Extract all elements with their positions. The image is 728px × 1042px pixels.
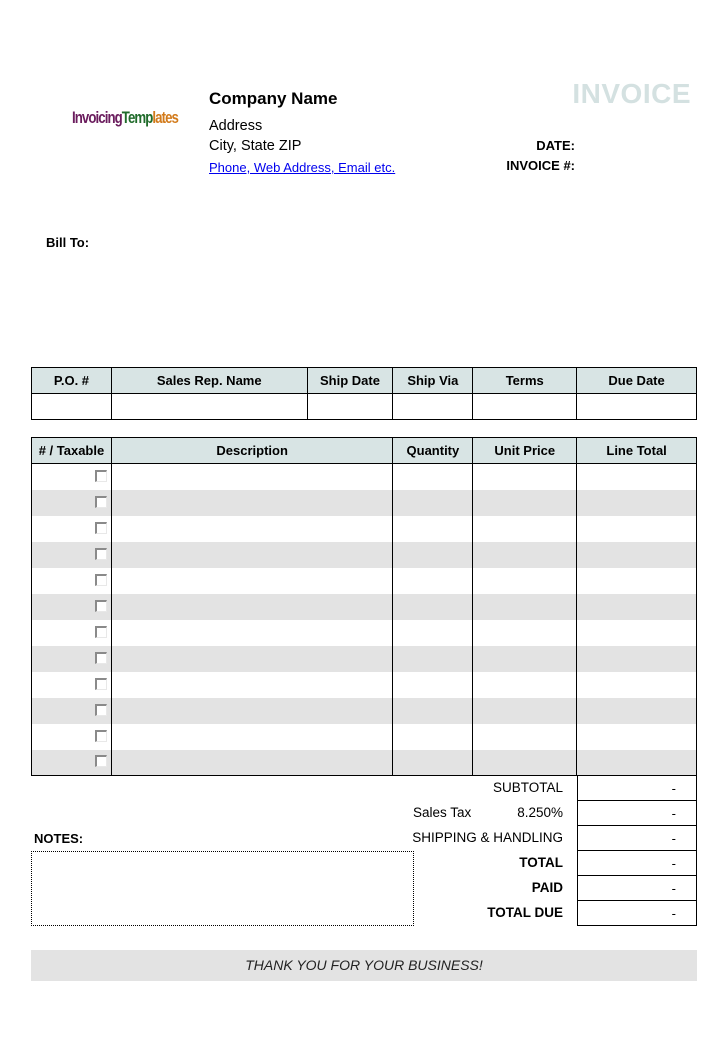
taxable-cell [32, 542, 112, 568]
taxable-cell [32, 490, 112, 516]
company-name[interactable]: Company Name [209, 89, 338, 108]
table-row [32, 568, 697, 594]
company-address[interactable]: Address [209, 118, 263, 134]
column-header-due-date: Due Date [577, 368, 697, 394]
column-header-ship-date: Ship Date [307, 368, 393, 394]
quantity-cell[interactable] [393, 594, 473, 620]
bill-to-label: Bill To: [46, 235, 90, 250]
unit-price-cell[interactable] [473, 698, 577, 724]
taxable-checkbox[interactable] [95, 626, 107, 638]
shipping-label: SHIPPING & HANDLING [412, 830, 563, 845]
taxable-checkbox[interactable] [95, 730, 107, 742]
column-header-po: P.O. # [32, 368, 112, 394]
taxable-cell [32, 724, 112, 750]
unit-price-cell[interactable] [473, 490, 577, 516]
shipping-value[interactable]: - [577, 825, 697, 851]
total-row [400, 850, 697, 875]
taxable-checkbox[interactable] [95, 574, 107, 586]
taxable-cell [32, 646, 112, 672]
table-row [32, 646, 697, 672]
po-cell[interactable] [32, 394, 112, 420]
taxable-checkbox[interactable] [95, 496, 107, 508]
thank-you-banner: THANK YOU FOR YOUR BUSINESS! [31, 950, 697, 981]
bill-to-field[interactable] [46, 255, 446, 345]
table-row [32, 464, 697, 490]
invoice-number-field[interactable] [582, 158, 697, 174]
table-row [32, 724, 697, 750]
contact-link[interactable]: Phone, Web Address, Email etc. [209, 160, 396, 175]
total-label: TOTAL [519, 855, 563, 870]
taxable-checkbox[interactable] [95, 755, 107, 767]
total-due-label: TOTAL DUE [487, 905, 563, 920]
order-info-row [32, 394, 697, 420]
quantity-cell[interactable] [393, 620, 473, 646]
line-total-cell [577, 698, 697, 724]
description-cell[interactable] [111, 542, 393, 568]
notes-field[interactable] [31, 851, 414, 926]
order-info-table [31, 367, 697, 420]
column-header-line-total: Line Total [577, 438, 697, 464]
column-header-description: Description [111, 438, 393, 464]
column-header-sales-rep: Sales Rep. Name [111, 368, 307, 394]
quantity-cell[interactable] [393, 464, 473, 490]
description-cell[interactable] [111, 750, 393, 776]
column-header-terms: Terms [473, 368, 577, 394]
company-logo: InvoicingTemplates [72, 108, 178, 127]
subtotal-value: - [577, 775, 697, 801]
total-value: - [577, 850, 697, 876]
taxable-cell [32, 516, 112, 542]
terms-cell[interactable] [473, 394, 577, 420]
company-city-state-zip[interactable]: City, State ZIP [209, 138, 302, 154]
description-cell[interactable] [111, 516, 393, 542]
table-row [32, 750, 697, 776]
quantity-cell[interactable] [393, 698, 473, 724]
quantity-cell[interactable] [393, 490, 473, 516]
line-total-cell [577, 568, 697, 594]
table-row [32, 490, 697, 516]
unit-price-cell[interactable] [473, 646, 577, 672]
description-cell[interactable] [111, 672, 393, 698]
table-row [32, 516, 697, 542]
description-cell[interactable] [111, 568, 393, 594]
description-cell[interactable] [111, 724, 393, 750]
description-cell[interactable] [111, 698, 393, 724]
description-cell[interactable] [111, 490, 393, 516]
description-cell[interactable] [111, 594, 393, 620]
sales-rep-cell[interactable] [111, 394, 307, 420]
line-total-cell [577, 646, 697, 672]
line-total-cell [577, 672, 697, 698]
line-total-cell [577, 620, 697, 646]
table-row [32, 672, 697, 698]
column-header-quantity: Quantity [393, 438, 473, 464]
date-label: DATE: [536, 138, 575, 153]
line-total-cell [577, 464, 697, 490]
line-total-cell [577, 594, 697, 620]
quantity-cell[interactable] [393, 542, 473, 568]
taxable-checkbox[interactable] [95, 548, 107, 560]
taxable-cell [32, 464, 112, 490]
table-row [32, 620, 697, 646]
taxable-checkbox[interactable] [95, 678, 107, 690]
table-row [32, 698, 697, 724]
description-cell[interactable] [111, 620, 393, 646]
date-field[interactable] [582, 138, 697, 154]
subtotal-label: SUBTOTAL [492, 780, 563, 795]
quantity-cell[interactable] [393, 724, 473, 750]
column-header-ship-via: Ship Via [393, 368, 473, 394]
quantity-cell[interactable] [393, 750, 473, 776]
taxable-cell [32, 594, 112, 620]
unit-price-cell[interactable] [473, 750, 577, 776]
quantity-cell[interactable] [393, 516, 473, 542]
quantity-cell[interactable] [393, 568, 473, 594]
unit-price-cell[interactable] [473, 724, 577, 750]
total-due-value: - [577, 900, 697, 926]
sales-tax-label: Sales Tax [413, 805, 472, 820]
line-total-cell [577, 724, 697, 750]
unit-price-cell[interactable] [473, 516, 577, 542]
unit-price-cell[interactable] [473, 464, 577, 490]
taxable-cell [32, 750, 112, 776]
line-total-cell [577, 750, 697, 776]
unit-price-cell[interactable] [473, 594, 577, 620]
line-items-header-row [32, 438, 697, 464]
paid-label: PAID [531, 880, 563, 895]
column-header-unit-price: Unit Price [473, 438, 577, 464]
order-info-header-row [32, 368, 697, 394]
paid-value[interactable]: - [577, 875, 697, 901]
taxable-checkbox[interactable] [95, 600, 107, 612]
line-total-cell [577, 542, 697, 568]
invoice-number-label: INVOICE #: [506, 158, 575, 173]
taxable-cell [32, 672, 112, 698]
subtotal-row [400, 775, 697, 800]
taxable-checkbox[interactable] [95, 652, 107, 664]
totals-section [400, 775, 697, 925]
sales-tax-row [400, 800, 697, 825]
quantity-cell[interactable] [393, 672, 473, 698]
paid-row [400, 875, 697, 900]
taxable-cell [32, 568, 112, 594]
taxable-checkbox[interactable] [95, 470, 107, 482]
sales-tax-value: - [577, 800, 697, 826]
sales-tax-rate[interactable]: 8.250% [517, 805, 563, 820]
unit-price-cell[interactable] [473, 568, 577, 594]
due-date-cell[interactable] [577, 394, 697, 420]
unit-price-cell[interactable] [473, 620, 577, 646]
ship-via-cell[interactable] [393, 394, 473, 420]
shipping-row [400, 825, 697, 850]
taxable-checkbox[interactable] [95, 522, 107, 534]
table-row [32, 542, 697, 568]
description-cell[interactable] [111, 464, 393, 490]
quantity-cell[interactable] [393, 646, 473, 672]
description-cell[interactable] [111, 646, 393, 672]
unit-price-cell[interactable] [473, 672, 577, 698]
line-total-cell [577, 516, 697, 542]
line-total-cell [577, 490, 697, 516]
taxable-cell [32, 620, 112, 646]
taxable-cell [32, 698, 112, 724]
notes-label: NOTES: [34, 831, 84, 846]
invoice-title: INVOICE [572, 78, 691, 109]
ship-date-cell[interactable] [307, 394, 393, 420]
taxable-checkbox[interactable] [95, 704, 107, 716]
total-due-row [400, 900, 697, 925]
unit-price-cell[interactable] [473, 542, 577, 568]
column-header-taxable: # / Taxable [32, 438, 112, 464]
table-row [32, 594, 697, 620]
line-items-table [31, 437, 697, 776]
